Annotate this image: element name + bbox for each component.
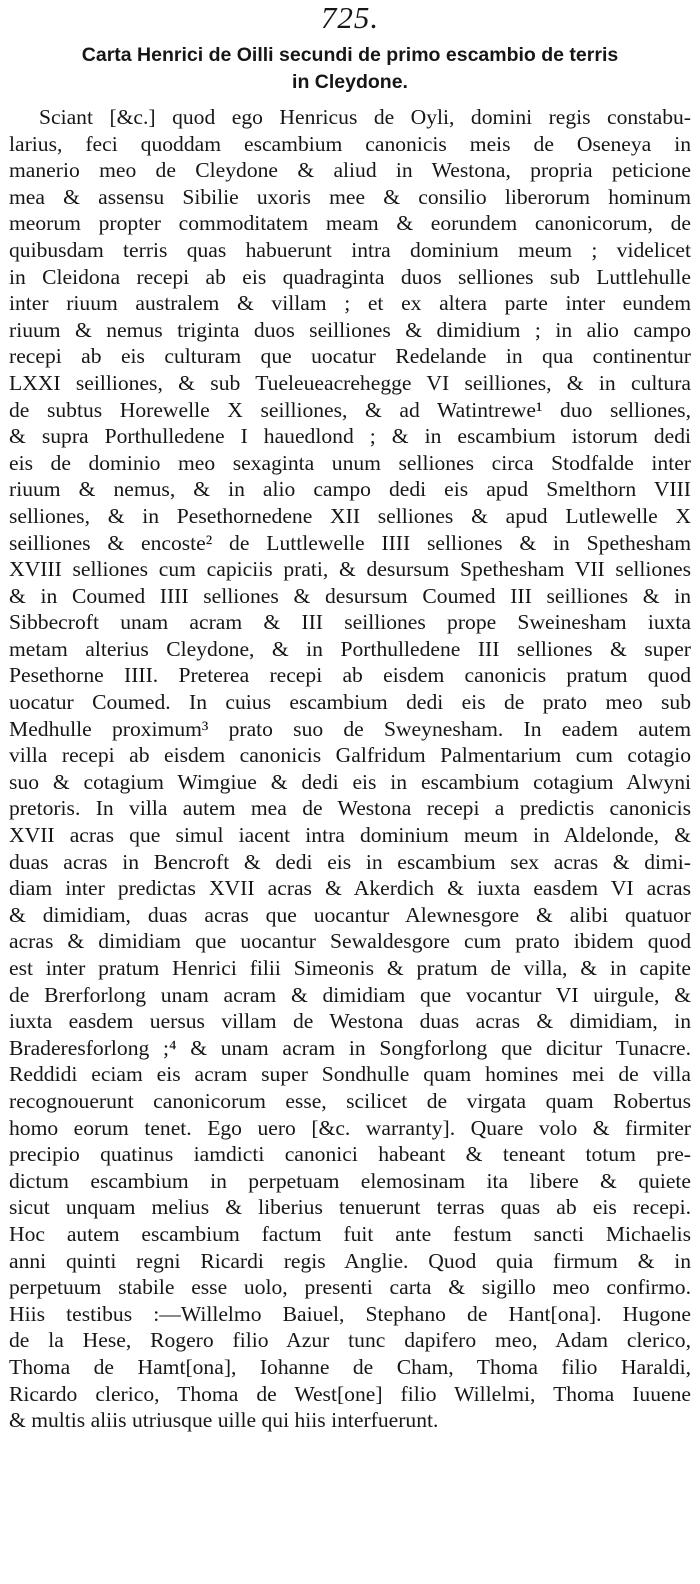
charter-text-line: villa recepi ab eisdem canonicis Galfridum Palmentarium cum cotagio <box>9 743 691 768</box>
charter-text-line: Ricardo clerico, Thoma de West[one] filio Willelmi, Thoma Iuuene <box>9 1381 691 1406</box>
charter-text-line: Sibbecroft unam acram & III seilliones prope Sweinesham iuxta <box>9 610 691 635</box>
charter-text-line: mea & assensu Sibilie uxoris mee & consilio liberorum hominum <box>9 184 691 209</box>
charter-text-line: Hiis testibus :—Willelmo Baiuel, Stephano de Hant[ona]. Hugone <box>9 1301 691 1326</box>
charter-text-line: recognouerunt canonicorum esse, scilicet de virgata quam Robertus <box>9 1088 691 1113</box>
charter-title <box>9 42 691 96</box>
charter-text-line: sicut unquam melius & liberius tenuerunt terras quas ab eis recepi. <box>9 1195 691 1220</box>
charter-text-line: perpetuum stabile esse uolo, presenti carta & sigillo meo confirmo. <box>9 1275 691 1300</box>
charter-text-line: larius, feci quoddam escambium canonicis meis de Oseneya in <box>9 131 691 156</box>
charter-text-line: & in Coumed IIII selliones & desursum Coumed III seilliones & in <box>9 583 691 608</box>
charter-text-line: in Cleidona recepi ab eis quadraginta duos selliones sub Luttlehulle <box>9 264 691 289</box>
charter-text-line: inter riuum australem & villam ; et ex altera parte inter eundem <box>9 291 691 316</box>
charter-text-line: de Brerforlong unam acram & dimidiam que vocantur VI uirgule, & <box>9 982 691 1007</box>
charter-text-line: suo & cotagium Wimgiue & dedi eis in escambium cotagium Alwyni <box>9 769 691 794</box>
charter-title-line: in Cleydone. <box>292 71 408 93</box>
charter-text-line: est inter pratum Henrici filii Simeonis & pratum de villa, & in capite <box>9 956 691 980</box>
charter-text-line: seilliones & encoste² de Luttlewelle IIII selliones & in Spethesham <box>9 530 691 555</box>
charter-text-line: Pesethorne IIII. Preterea recepi ab eisdem canonicis pratum quod <box>9 663 691 688</box>
charter-text-line: eis de dominio meo sexaginta unum selliones circa Stodfalde inter <box>9 450 691 475</box>
charter-text-line: & dimidiam, duas acras que uocantur Alewnesgore & alibi quatuor <box>9 902 691 927</box>
charter-text-line: uocatur Coumed. In cuius escambium dedi eis de prato meo sub <box>9 690 691 715</box>
charter-number: 725. <box>320 0 380 35</box>
charter-text-line: iuxta easdem uersus villam de Westona duas acras & dimidiam, in <box>9 1009 691 1034</box>
charter-text-line: acras & dimidiam que uocantur Sewaldesgore cum prato ibidem quod <box>9 929 691 954</box>
charter-text-line: quibusdam terris quas habuerunt intra dominium meum ; videlicet <box>9 237 691 262</box>
charter-text-line: dictum escambium in perpetuam elemosinam ita libere & quiete <box>9 1168 691 1193</box>
charter-text-line: meorum propter commoditatem meam & eorundem canonicorum, de <box>9 211 691 236</box>
charter-title-line: Carta Henrici de Oilli secundi de primo escambio de terris <box>81 44 619 66</box>
charter-text-line: Braderesforlong ;⁴ & unam acram in Songforlong que dicitur Tunacre. <box>9 1035 691 1060</box>
charter-text-line: XVII acras que simul iacent intra dominium meum in Aldelonde, & <box>9 823 691 848</box>
charter-text-line: riuum & nemus triginta duos seilliones & dimidium ; in alio campo <box>9 317 691 342</box>
charter-text-line: XVIII selliones cum capiciis prati, & desursum Spethesham VII selliones <box>9 557 691 582</box>
charter-text-line: selliones, & in Pesethornedene XII selliones & apud Lutlewelle X <box>9 503 691 528</box>
charter-text-line: duas acras in Bencroft & dedi eis in escambium sex acras & dimi- <box>9 849 691 874</box>
charter-text-line: metam alterius Cleydone, & in Porthulledene III selliones & super <box>9 636 691 661</box>
charter-text-line: Medhulle proximum³ prato suo de Sweynesham. In eadem autem <box>9 716 691 741</box>
charter-text-line: precipio quatinus iamdicti canonici habeant & teneant totum pre- <box>9 1142 691 1167</box>
charter-text-line: diam inter predictas XVII acras & Akerdich & iuxta easdem VI acras <box>9 876 691 901</box>
charter-text-line: anni quinti regni Ricardi regis Anglie. Quod quia firmum & in <box>9 1248 691 1273</box>
charter-text-line: & supra Porthulledene I hauedlond ; & in escambium istorum dedi <box>9 424 691 449</box>
charter-text-line: Reddidi eciam eis acram super Sondhulle quam homines mei de villa <box>9 1062 691 1087</box>
charter-text-line: de subtus Horewelle X seilliones, & ad Watintrewe¹ duo selliones, <box>9 397 691 422</box>
charter-text-line: & multis aliis utriusque uille qui hiis interfuerunt. <box>9 1408 439 1433</box>
charter-text-line: de la Hese, Rogero filio Azur tunc dapifero meo, Adam clerico, <box>9 1328 691 1353</box>
charter-text-line: Thoma de Hamt[ona], Iohanne de Cham, Thoma filio Haraldi, <box>9 1354 691 1379</box>
charter-text-line: riuum & nemus, & in alio campo dedi eis apud Smelthorn VIII <box>9 477 691 502</box>
charter-text-line: Hoc autem escambium factum fuit ante festum sancti Michaelis <box>9 1221 691 1246</box>
charter-text-line: pretoris. In villa autem mea de Westona recepi a predictis canonicis <box>9 796 691 821</box>
charter-text-line: Sciant [&c.] quod ego Henricus de Oyli, domini regis constabu- <box>39 105 691 129</box>
charter-text-line: homo eorum tenet. Ego uero [&c. warranty]. Quare volo & firmiter <box>9 1115 691 1140</box>
charter-text-line: manerio meo de Cleydone & aliud in Westona, propria peticione <box>9 158 691 183</box>
charter-text-line: LXXI seilliones, & sub Tueleueacrehegge VI seilliones, & in cultura <box>9 370 691 395</box>
charter-text-line: recepi ab eis culturam que uocatur Redelande in qua continentur <box>9 344 691 369</box>
charter-text <box>9 104 691 1434</box>
